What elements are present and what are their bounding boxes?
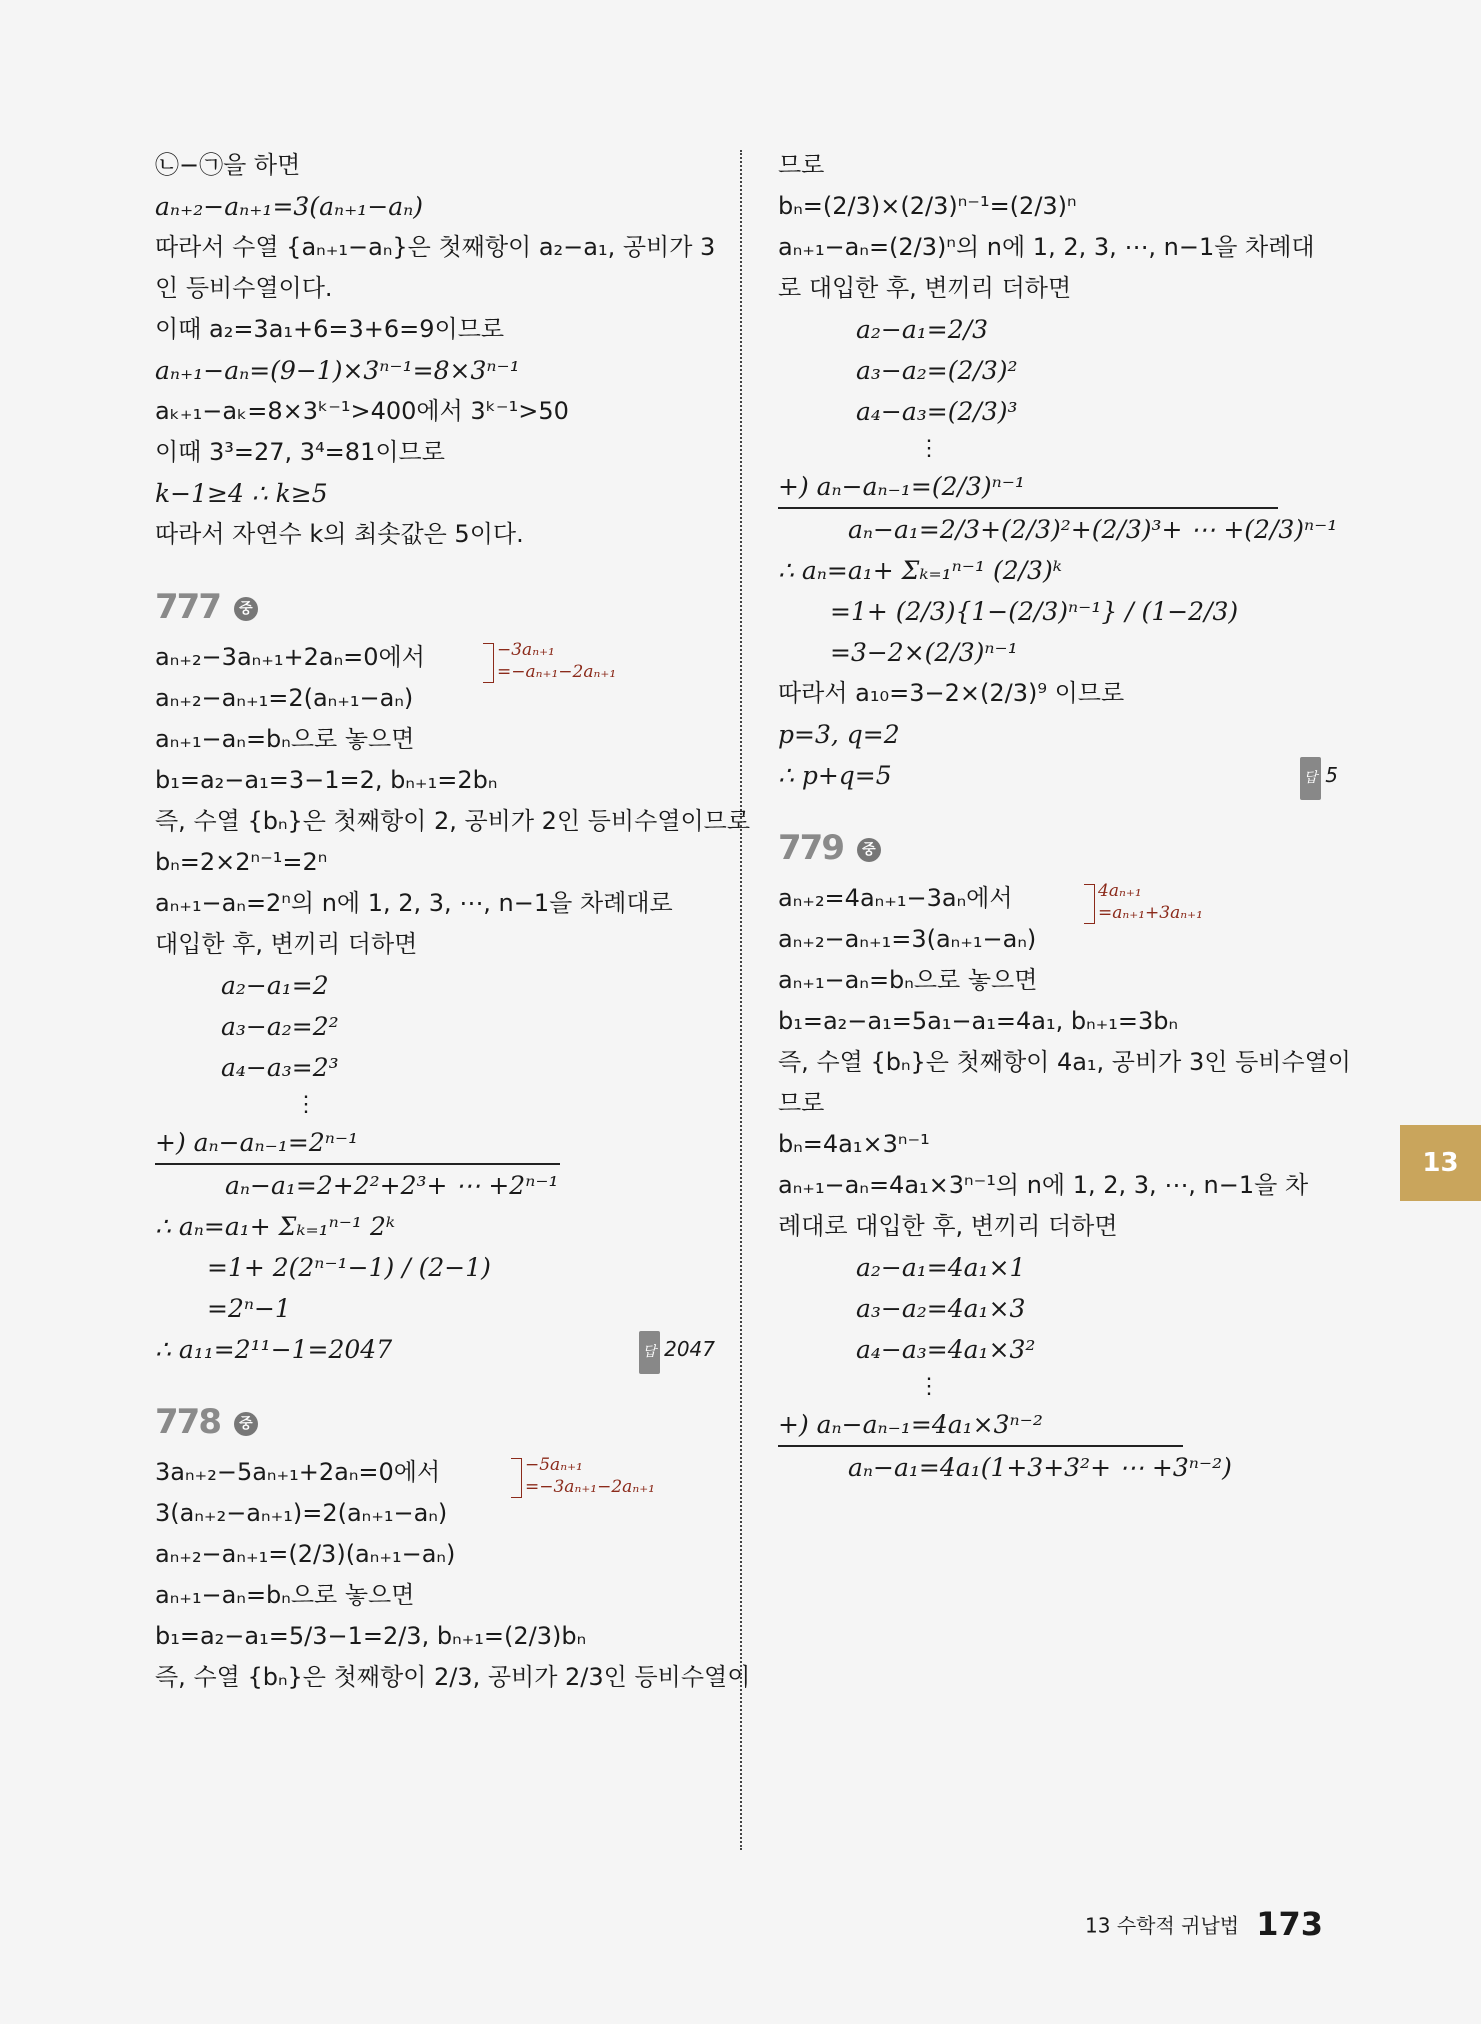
telescope-line: a₃−a₂=2²: [221, 1012, 339, 1041]
answer-label: 답: [639, 1331, 661, 1374]
solution-line: aₙ₊₂−aₙ₊₁=3(aₙ₊₁−aₙ): [155, 192, 424, 221]
solution-line: aₙ₊₁−aₙ=bₙ으로 놓으면: [155, 725, 415, 753]
conclusion-line: ∴ aₙ=a₁+ Σₖ₌₁ⁿ⁻¹ (2/3)ᵏ: [778, 556, 1062, 585]
problem-number: [155, 1398, 715, 1446]
conclusion-line: p=3, q=2: [778, 720, 900, 749]
note-line: −5aₙ₊₁: [525, 1455, 583, 1475]
solution-line: b₁=a₂−a₁=5a₁−a₁=4a₁, bₙ₊₁=3bₙ: [778, 1007, 1179, 1035]
solution-line: bₙ=2×2ⁿ⁻¹=2ⁿ: [155, 848, 328, 876]
left-column: [155, 145, 751, 1698]
page-number: 173: [1256, 1905, 1323, 1943]
solution-line: 므로: [778, 151, 825, 179]
note-line: =−aₙ₊₁−2aₙ₊₁: [497, 662, 617, 682]
difficulty-badge: 중: [857, 838, 881, 862]
solution-line: aₙ₊₁−aₙ=2ⁿ의 n에 1, 2, 3, ⋯, n−1을 차례대로: [155, 889, 673, 917]
problem-number-text: 778: [155, 1402, 220, 1442]
vertical-dots: ⋮: [918, 436, 940, 461]
telescope-line: a₂−a₁=4a₁×1: [856, 1253, 1026, 1282]
solution-line: ㉡−㉠을 하면: [155, 151, 301, 179]
chapter-tab: 13: [1400, 1125, 1481, 1201]
problem-779: [778, 824, 1351, 1488]
solution-line: 인 등비수열이다.: [155, 274, 333, 302]
telescope-last-line: +) aₙ−aₙ₋₁=4a₁×3ⁿ⁻²: [778, 1404, 1183, 1447]
solution-line: 즉, 수열 {bₙ}은 첫째항이 2/3, 공비가 2/3인 등비수열이: [155, 1663, 751, 1691]
page-footer: [1085, 1905, 1323, 1943]
note-line: =aₙ₊₁+3aₙ₊₁: [1098, 903, 1203, 923]
conclusion-line: =1+ (2/3){1−(2/3)ⁿ⁻¹} / (1−2/3): [830, 597, 1239, 626]
answer-label: 답: [1300, 757, 1322, 800]
note-line: =−3aₙ₊₁−2aₙ₊₁: [525, 1477, 655, 1497]
note-line: −3aₙ₊₁: [497, 640, 555, 660]
solution-line: aₙ₊₁−aₙ=bₙ으로 놓으면: [778, 966, 1038, 994]
solution-line: aₙ₊₁−aₙ=(2/3)ⁿ의 n에 1, 2, 3, ⋯, n−1을 차례대: [778, 233, 1315, 261]
problem-number: [778, 824, 1338, 872]
conclusion-line: [155, 1329, 715, 1370]
solution-line: 따라서 수열 {aₙ₊₁−aₙ}은 첫째항이 a₂−a₁, 공비가 3: [155, 233, 716, 261]
solution-line: aₙ₊₂−aₙ₊₁=3(aₙ₊₁−aₙ): [778, 925, 1037, 953]
solution-line: 즉, 수열 {bₙ}은 첫째항이 2, 공비가 2인 등비수열이므로: [155, 807, 751, 835]
solution-line: bₙ=(2/3)×(2/3)ⁿ⁻¹=(2/3)ⁿ: [778, 192, 1077, 220]
solution-line: bₙ=4a₁×3ⁿ⁻¹: [778, 1130, 930, 1158]
solution-line: 므로: [778, 1089, 825, 1117]
conclusion-line: [778, 755, 1338, 796]
solution-line: 로 대입한 후, 변끼리 더하면: [778, 274, 1072, 302]
vertical-dots: ⋮: [918, 1374, 940, 1399]
telescope-line: a₂−a₁=2/3: [856, 315, 988, 344]
solution-line: b₁=a₂−a₁=3−1=2, bₙ₊₁=2bₙ: [155, 766, 498, 794]
telescope-line: a₄−a₃=4a₁×3²: [856, 1335, 1036, 1364]
note-line: 4aₙ₊₁: [1098, 881, 1142, 901]
solution-line: aₙ₊₂=4aₙ₊₁−3aₙ에서: [778, 884, 1013, 912]
solution-line: 즉, 수열 {bₙ}은 첫째항이 4a₁, 공비가 3인 등비수열이: [778, 1048, 1351, 1076]
vertical-dots: ⋮: [295, 1092, 317, 1117]
conclusion-line: =3−2×(2/3)ⁿ⁻¹: [830, 638, 1018, 667]
solution-line: 이때 a₂=3a₁+6=3+6=9이므로: [155, 315, 505, 343]
conclusion-line: 따라서 a₁₀=3−2×(2/3)⁹ 이므로: [778, 679, 1125, 707]
conclusion-line: =1+ 2(2ⁿ⁻¹−1) / (2−1): [207, 1253, 491, 1282]
difficulty-badge: 중: [234, 597, 258, 621]
problem-778: [155, 1398, 751, 1698]
sum-result: aₙ−a₁=2/3+(2/3)²+(2/3)³+ ⋯ +(2/3)ⁿ⁻¹: [848, 515, 1338, 544]
conclusion-line: =2ⁿ−1: [207, 1294, 291, 1323]
solution-line: 3aₙ₊₂−5aₙ₊₁+2aₙ=0에서: [155, 1458, 441, 1486]
solution-line: aₙ₊₁−aₙ=(9−1)×3ⁿ⁻¹=8×3ⁿ⁻¹: [155, 356, 520, 385]
problem-777: [155, 583, 751, 1370]
final-value: ∴ a₁₁=2¹¹−1=2047: [155, 1335, 393, 1364]
problem-number: [155, 583, 715, 631]
solution-line: 따라서 자연수 k의 최솟값은 5이다.: [155, 520, 524, 548]
telescope-line: a₄−a₃=2³: [221, 1053, 339, 1082]
problem-number-text: 779: [778, 828, 843, 868]
difficulty-badge: 중: [234, 1412, 258, 1436]
solution-line: 례대로 대입한 후, 변끼리 더하면: [778, 1212, 1118, 1240]
answer: [1300, 755, 1338, 800]
solution-line: k−1≥4 ∴ k≥5: [155, 479, 328, 508]
telescope-line: a₂−a₁=2: [221, 971, 329, 1000]
chapter-title: 13 수학적 귀납법: [1085, 1913, 1240, 1938]
solution-line: aₖ₊₁−aₖ=8×3ᵏ⁻¹>400에서 3ᵏ⁻¹>50: [155, 397, 569, 425]
problem-number-text: 777: [155, 587, 220, 627]
solution-line: 대입한 후, 변끼리 더하면: [155, 930, 418, 958]
solution-line: 3(aₙ₊₂−aₙ₊₁)=2(aₙ₊₁−aₙ): [155, 1499, 448, 1527]
telescope-line: a₃−a₂=4a₁×3: [856, 1294, 1026, 1323]
telescope-line: a₄−a₃=(2/3)³: [856, 397, 1018, 426]
solution-line: b₁=a₂−a₁=5/3−1=2/3, bₙ₊₁=(2/3)bₙ: [155, 1622, 587, 1650]
solution-line: aₙ₊₂−aₙ₊₁=2(aₙ₊₁−aₙ): [155, 684, 414, 712]
sum-result: aₙ−a₁=2+2²+2³+ ⋯ +2ⁿ⁻¹: [225, 1171, 559, 1200]
intro-solution: [155, 145, 715, 555]
sum-result: aₙ−a₁=4a₁(1+3+3²+ ⋯ +3ⁿ⁻²): [848, 1453, 1232, 1482]
solution-line: aₙ₊₂−3aₙ₊₁+2aₙ=0에서: [155, 643, 425, 671]
solution-line: aₙ₊₁−aₙ=bₙ으로 놓으면: [155, 1581, 415, 1609]
telescope-last-line: +) aₙ−aₙ₋₁=2ⁿ⁻¹: [155, 1122, 560, 1165]
answer: [639, 1329, 715, 1374]
solution-line: aₙ₊₁−aₙ=4a₁×3ⁿ⁻¹의 n에 1, 2, 3, ⋯, n−1을 차: [778, 1171, 1309, 1199]
final-value: ∴ p+q=5: [778, 761, 892, 790]
conclusion-line: ∴ aₙ=a₁+ Σₖ₌₁ⁿ⁻¹ 2ᵏ: [155, 1212, 395, 1241]
answer-value: 5: [1325, 763, 1338, 787]
right-column: [778, 145, 1351, 1488]
solution-line: aₙ₊₂−aₙ₊₁=(2/3)(aₙ₊₁−aₙ): [155, 1540, 456, 1568]
column-divider: [740, 150, 742, 1850]
solution-line: 이때 3³=27, 3⁴=81이므로: [155, 438, 445, 466]
answer-value: 2047: [664, 1337, 715, 1361]
telescope-last-line: +) aₙ−aₙ₋₁=(2/3)ⁿ⁻¹: [778, 466, 1278, 509]
telescope-line: a₃−a₂=(2/3)²: [856, 356, 1018, 385]
